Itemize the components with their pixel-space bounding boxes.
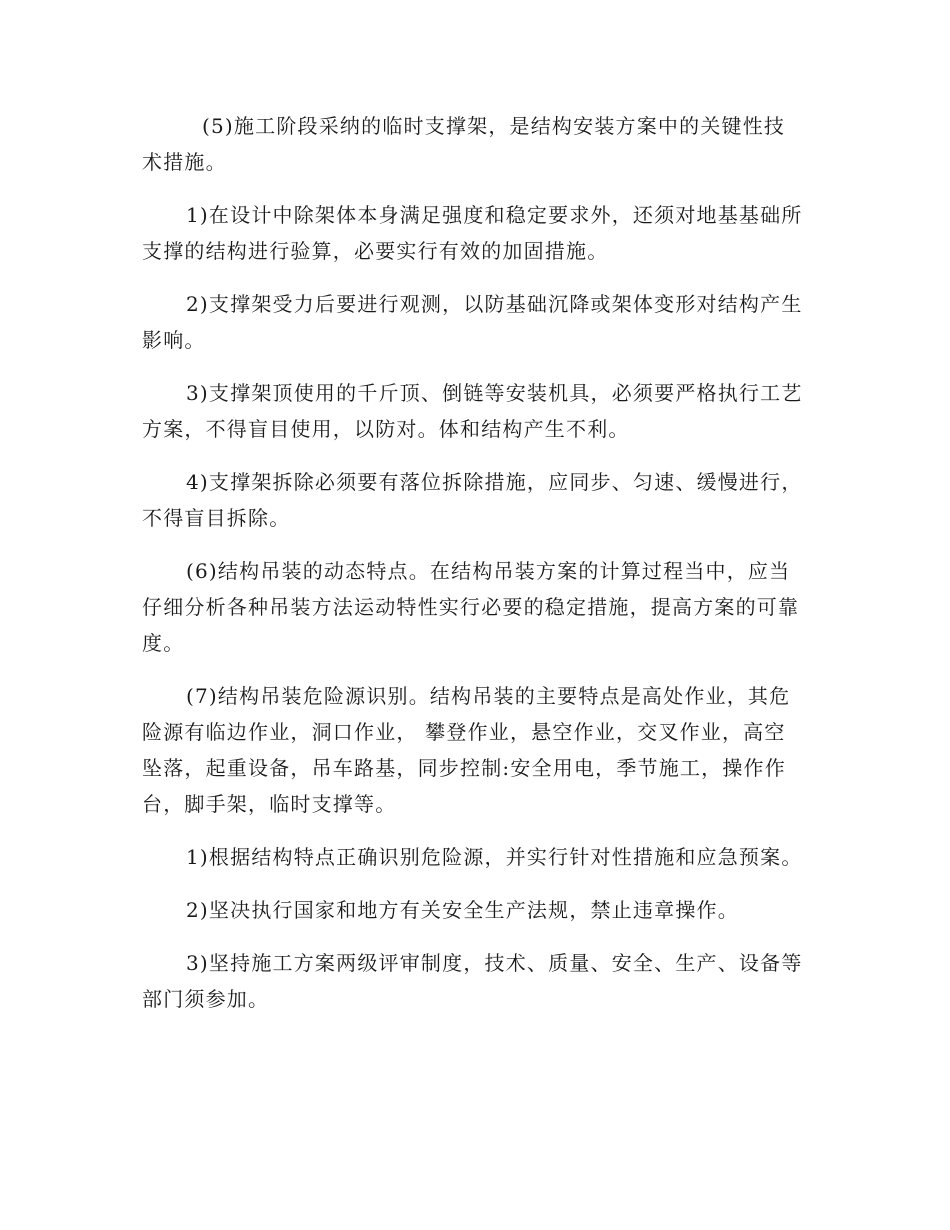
paragraph-5-1-foundation-check: 1)在设计中除架体本身满足强度和稳定要求外，还须对地基基础所支撑的结构进行验算，必要实行有效的加固措施。 — [142, 203, 803, 263]
paragraph-6-dynamic-features: (6)结构吊装的动态特点。在结构吊装方案的计算过程当中，应当仔细分析各种吊装方法运动特性实行必要的稳定措施，提高方案的可靠度。 — [142, 559, 800, 655]
paragraph-7-3-review-system: 3)坚持施工方案两级评审制度，技术、质量、安全、生产、设备等部门须参加。 — [142, 951, 803, 1011]
document-page — [142, 108, 806, 1034]
paragraph-5-3-jacks: 3)支撑架顶使用的千斤顶、倒链等安装机具，必须要严格执行工艺方案，不得盲目使用，以防对。体和结构产生不利。 — [142, 381, 803, 441]
paragraph-5-temporary-support: (5)施工阶段采纳的临时支撑架，是结构安装方案中的关键性技术措施。 — [142, 114, 786, 174]
paragraph-7-1-identify-hazards: 1)根据结构特点正确识别危险源，并实行针对性措施和应急预案。 — [186, 845, 803, 869]
paragraph-7-2-regulations: 2)坚决执行国家和地方有关安全生产法规，禁止违章操作。 — [186, 898, 739, 922]
paragraph-5-2-observation: 2)支撑架受力后要进行观测，以防基础沉降或架体变形对结构产生影响。 — [142, 292, 803, 352]
paragraph-5-4-removal: 4)支撑架拆除必须要有落位拆除措施，应同步、匀速、缓慢进行，不得盲目拆除。 — [142, 470, 803, 530]
paragraph-7-hazard-identification: (7)结构吊装危险源识别。结构吊装的主要特点是高处作业，其危险源有临边作业，洞口作业， 攀登作业，悬空作业，交叉作业，高空坠落，起重设备，吊车路基，同步控制:安全用电，季节施工，操作作台，脚手架，临时支撑等。 — [142, 684, 791, 816]
